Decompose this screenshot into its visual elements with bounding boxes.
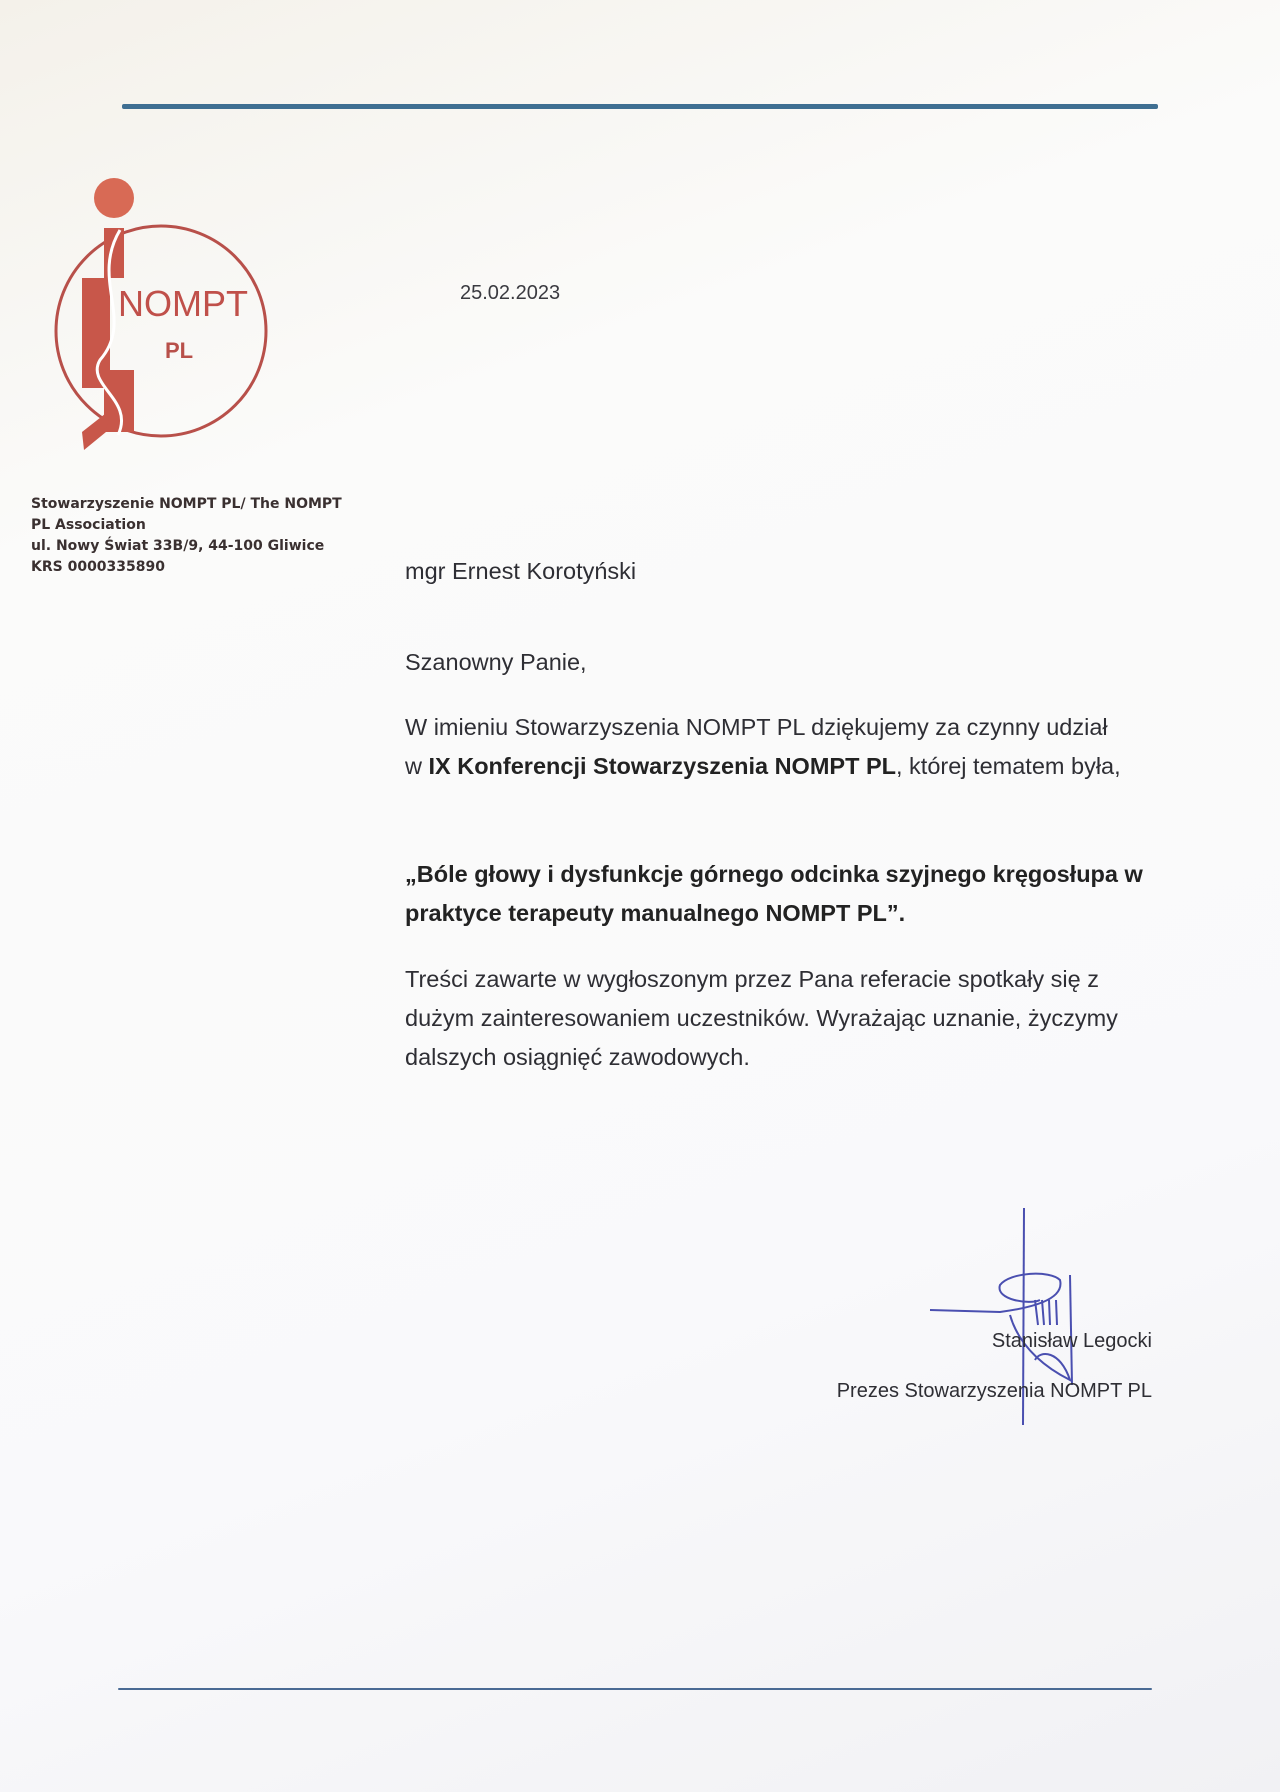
conference-name: IX Konferencji Stowarzyszenia NOMPT PL (428, 753, 896, 779)
org-krs: KRS 0000335890 (31, 559, 165, 575)
org-street: ul. Nowy Świat 33B/9, 44-100 Gliwice (31, 538, 325, 554)
conference-topic (405, 855, 1145, 933)
signatory-name: Stanisław Legocki (991, 1330, 1152, 1352)
org-name-cont: PL Association (31, 517, 146, 533)
paragraph-appreciation: Treści zawarte w wygłoszonym przez Pana referacie spotkały się z dużym zainteresowaniem uczestników. Wyrażając uznanie, życzymy dalszych osiągnięć zawodowych. (405, 966, 1118, 1070)
thanks-text: W imieniu Stowarzyszenia NOMPT PL dziękujemy za czynny udział w (405, 714, 1108, 779)
org-name: Stowarzyszenie NOMPT PL/ The NOMPT (31, 496, 342, 512)
topic-text: „Bóle głowy i dysfunkcje górnego odcinka szyjnego kręgosłupa w praktyce terapeuty manualnego NOMPT PL”. (405, 861, 1143, 926)
paragraph-thanks (405, 708, 1125, 786)
letter-date: 25.02.2023 (460, 282, 561, 304)
organization-address (31, 494, 361, 578)
bottom-rule (118, 1688, 1152, 1690)
thanks-text-end: , której tematem była, (896, 753, 1121, 779)
salutation: Szanowny Panie, (405, 649, 587, 675)
nompt-logo (40, 170, 280, 460)
svg-text:PL: PL (165, 338, 194, 363)
recipient: mgr Ernest Korotyński (405, 558, 637, 584)
top-rule (122, 104, 1158, 109)
logo-text: NOMPT (118, 283, 248, 324)
signatory-title: Prezes Stowarzyszenia NOMPT PL (836, 1380, 1152, 1402)
